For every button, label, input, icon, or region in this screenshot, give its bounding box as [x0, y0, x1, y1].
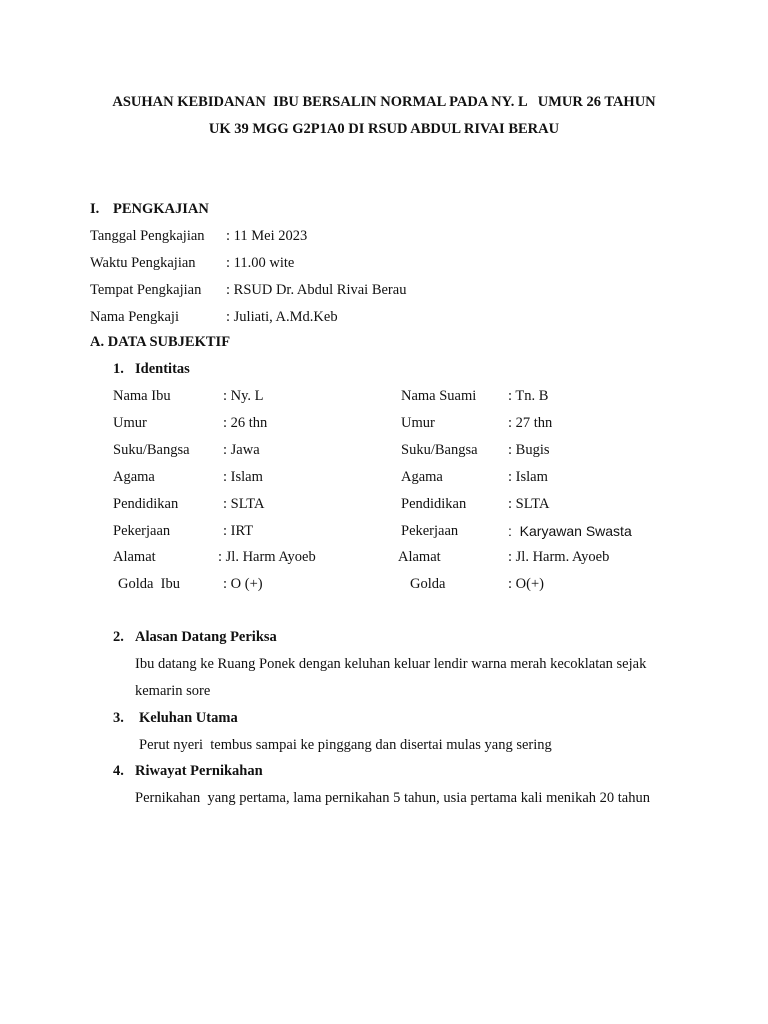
document-title-line-1: ASUHAN KEBIDANAN IBU BERSALIN NORMAL PADA NY. L UMUR 26 TAHUN [112, 94, 656, 110]
umur-ibu-label: Umur [113, 415, 147, 431]
alasan-text-line-2: kemarin sore [135, 683, 211, 699]
alasan-number: 2. [113, 629, 124, 645]
riwayat-text: Pernikahan yang pertama, lama pernikahan 5 tahun, usia pertama kali menikah 20 tahun [135, 790, 650, 806]
pendidikan-suami-label: Pendidikan [401, 496, 467, 512]
agama-ibu-value: : Islam [223, 469, 263, 485]
agama-suami-label: Agama [401, 469, 443, 485]
suku-suami-value: : Bugis [508, 442, 550, 458]
golda-ibu-label: Golda Ibu [118, 576, 181, 592]
pendidikan-suami-value: : SLTA [508, 496, 550, 512]
suami-label: Nama Suami [401, 388, 477, 404]
pekerjaan-suami-label: Pekerjaan [401, 523, 459, 539]
section-1-heading: PENGKAJIAN [113, 201, 209, 217]
field-value-waktu: : 11.00 wite [226, 255, 295, 271]
identitas-heading: Identitas [135, 361, 190, 377]
suku-ibu-label: Suku/Bangsa [113, 442, 190, 458]
field-label-tanggal: Tanggal Pengkajian [90, 228, 205, 244]
keluhan-text: Perut nyeri tembus sampai ke pinggang dan disertai mulas yang sering [139, 737, 552, 753]
alasan-heading: Alasan Datang Periksa [135, 629, 277, 645]
keluhan-heading: Keluhan Utama [139, 710, 238, 726]
field-value-nama-pengkaji: : Juliati, A.Md.Keb [226, 309, 338, 325]
riwayat-number: 4. [113, 763, 124, 779]
alamat-ibu-value: : Jl. Harm Ayoeb [218, 549, 316, 565]
section-a-heading: A. DATA SUBJEKTIF [90, 334, 231, 350]
alasan-text-line-1: Ibu datang ke Ruang Ponek dengan keluhan keluar lendir warna merah kecoklatan sejak [135, 656, 647, 672]
section-1-number: I. [90, 201, 100, 217]
alamat-ibu-label: Alamat [113, 549, 156, 565]
pendidikan-ibu-value: : SLTA [223, 496, 265, 512]
field-label-waktu: Waktu Pengkajian [90, 255, 196, 271]
pekerjaan-suami-value: : Karyawan Swasta [508, 523, 632, 539]
ibu-label: Nama Ibu [113, 388, 171, 404]
golda-ibu-value: : O (+) [223, 576, 263, 592]
pekerjaan-ibu-value: : IRT [223, 523, 254, 539]
field-value-tempat: : RSUD Dr. Abdul Rivai Berau [226, 282, 407, 298]
suami-value: : Tn. B [508, 388, 549, 404]
agama-suami-value: : Islam [508, 469, 548, 485]
identitas-number: 1. [113, 361, 124, 377]
golda-suami-value: : O(+) [508, 576, 544, 592]
suku-suami-label: Suku/Bangsa [401, 442, 478, 458]
umur-ibu-value: : 26 thn [223, 415, 268, 431]
golda-suami-label: Golda [410, 576, 446, 592]
field-label-tempat: Tempat Pengkajian [90, 282, 202, 298]
alamat-suami-value: : Jl. Harm. Ayoeb [508, 549, 610, 565]
document-title-line-2: UK 39 MGG G2P1A0 DI RSUD ABDUL RIVAI BERAU [208, 121, 560, 137]
field-value-tanggal: : 11 Mei 2023 [226, 228, 308, 244]
umur-suami-value: : 27 thn [508, 415, 553, 431]
keluhan-number: 3. [113, 710, 124, 726]
suku-ibu-value: : Jawa [223, 442, 260, 458]
riwayat-heading: Riwayat Pernikahan [135, 763, 263, 779]
umur-suami-label: Umur [401, 415, 435, 431]
alamat-suami-label: Alamat [398, 549, 441, 565]
pendidikan-ibu-label: Pendidikan [113, 496, 179, 512]
field-label-nama-pengkaji: Nama Pengkaji [90, 309, 179, 325]
pekerjaan-ibu-label: Pekerjaan [113, 523, 171, 539]
agama-ibu-label: Agama [113, 469, 155, 485]
ibu-value: : Ny. L [223, 388, 264, 404]
